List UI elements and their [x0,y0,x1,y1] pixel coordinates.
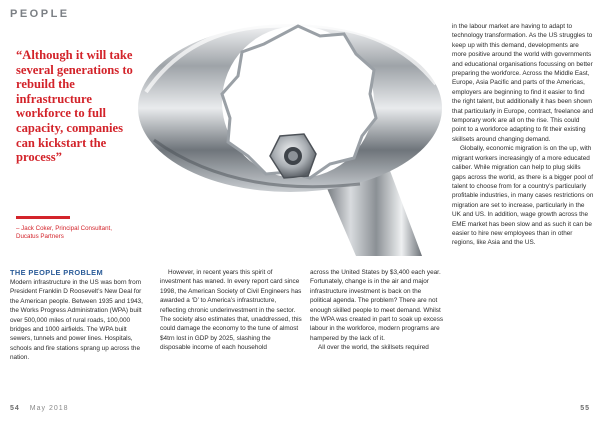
pull-quote-rule [16,216,70,219]
pull-quote: “Although it will take several generations to rebuild the infrastructure workforce to full capacity, companies can kickstart the process” [16,48,133,165]
attribution-company: Ducatus Partners [16,233,64,240]
body-paragraph: in the labour market are having to adapt to technology transformation. As the US struggles to keep up with this demand, developments are more positive around the world with governments and educational organisations focussing on better preparing the workforce. Across the Middle East, Europe, Asia Pacific and parts of the Americas, employers are beginning to find it easier to find the right talent, but additionally it has been shown that particularly in Europe, contract, freelance and temporary work are all on the rise. This could point to a workforce adapting to fit their existing skillsets around changing demand. [452,23,594,143]
issue-date: May 2018 [29,405,69,412]
body-paragraph: Globally, economic migration is on the up, with migrant workers increasingly of a more educated caliber. While migration can help to plug skills gaps across the world, as there is a bigger pool of talent to choose from for a country’s particularly profitable industries, in many cases restrictions on migration are set to increase, particularly in the UK and US. In addition, wage growth across the EME market has been slow and as such it can be easier to hire new employees than in other regions, like Asia and the US. [452,145,594,247]
section-heading: THE PEOPLE PROBLEM [10,268,104,277]
page-number-right: 55 [580,405,590,412]
body-paragraph: All over the world, the skillsets required [318,344,429,352]
body-column-4 [452,22,594,248]
spanner-photo [124,22,456,256]
body-column-3 [310,268,444,353]
body-column-2 [160,268,302,353]
right-footer [580,405,590,412]
section-label: PEOPLE [10,8,70,20]
page-number-left: 54 [10,405,20,412]
attribution-name: – Jack Coker, Principal Consultant, [16,225,112,232]
body-paragraph: However, in recent years this spirit of investment has waned. In every report card since 1998, the American Society of Civil Engineers has awarded a ‘D’ to America’s infrastructure, reflecting chronic underinvestment in the sector. The society also estimates that, unaddressed, this could damage the economy to the tune of almost $4trn lost in GDP by 2025, slashing the disposable income of each household [160,269,302,352]
left-footer [10,405,69,412]
body-column-1 [10,278,150,363]
body-paragraph: Modern infrastructure in the US was born from President Franklin D Roosevelt’s New Deal for the American people. Between 1935 and 1943, the Works Progress Administration (WPA) built over 500,000 miles of rural roads, 100,000 bridges and 1000 airfields. The WPA built sewers, tunnels and power lines. Hospitals, schools and fire stations sprang up across the nation. [10,279,143,362]
body-paragraph: across the United States by $3,400 each year. Fortunately, change is in the air and major infrastructure investment is back on the political agenda. The problem? There are not enough skilled people to meet demand. Whilst the WPA was created in part to soak up excess labour in the workforce, modern programs are hampered by the lack of it. [310,269,444,342]
